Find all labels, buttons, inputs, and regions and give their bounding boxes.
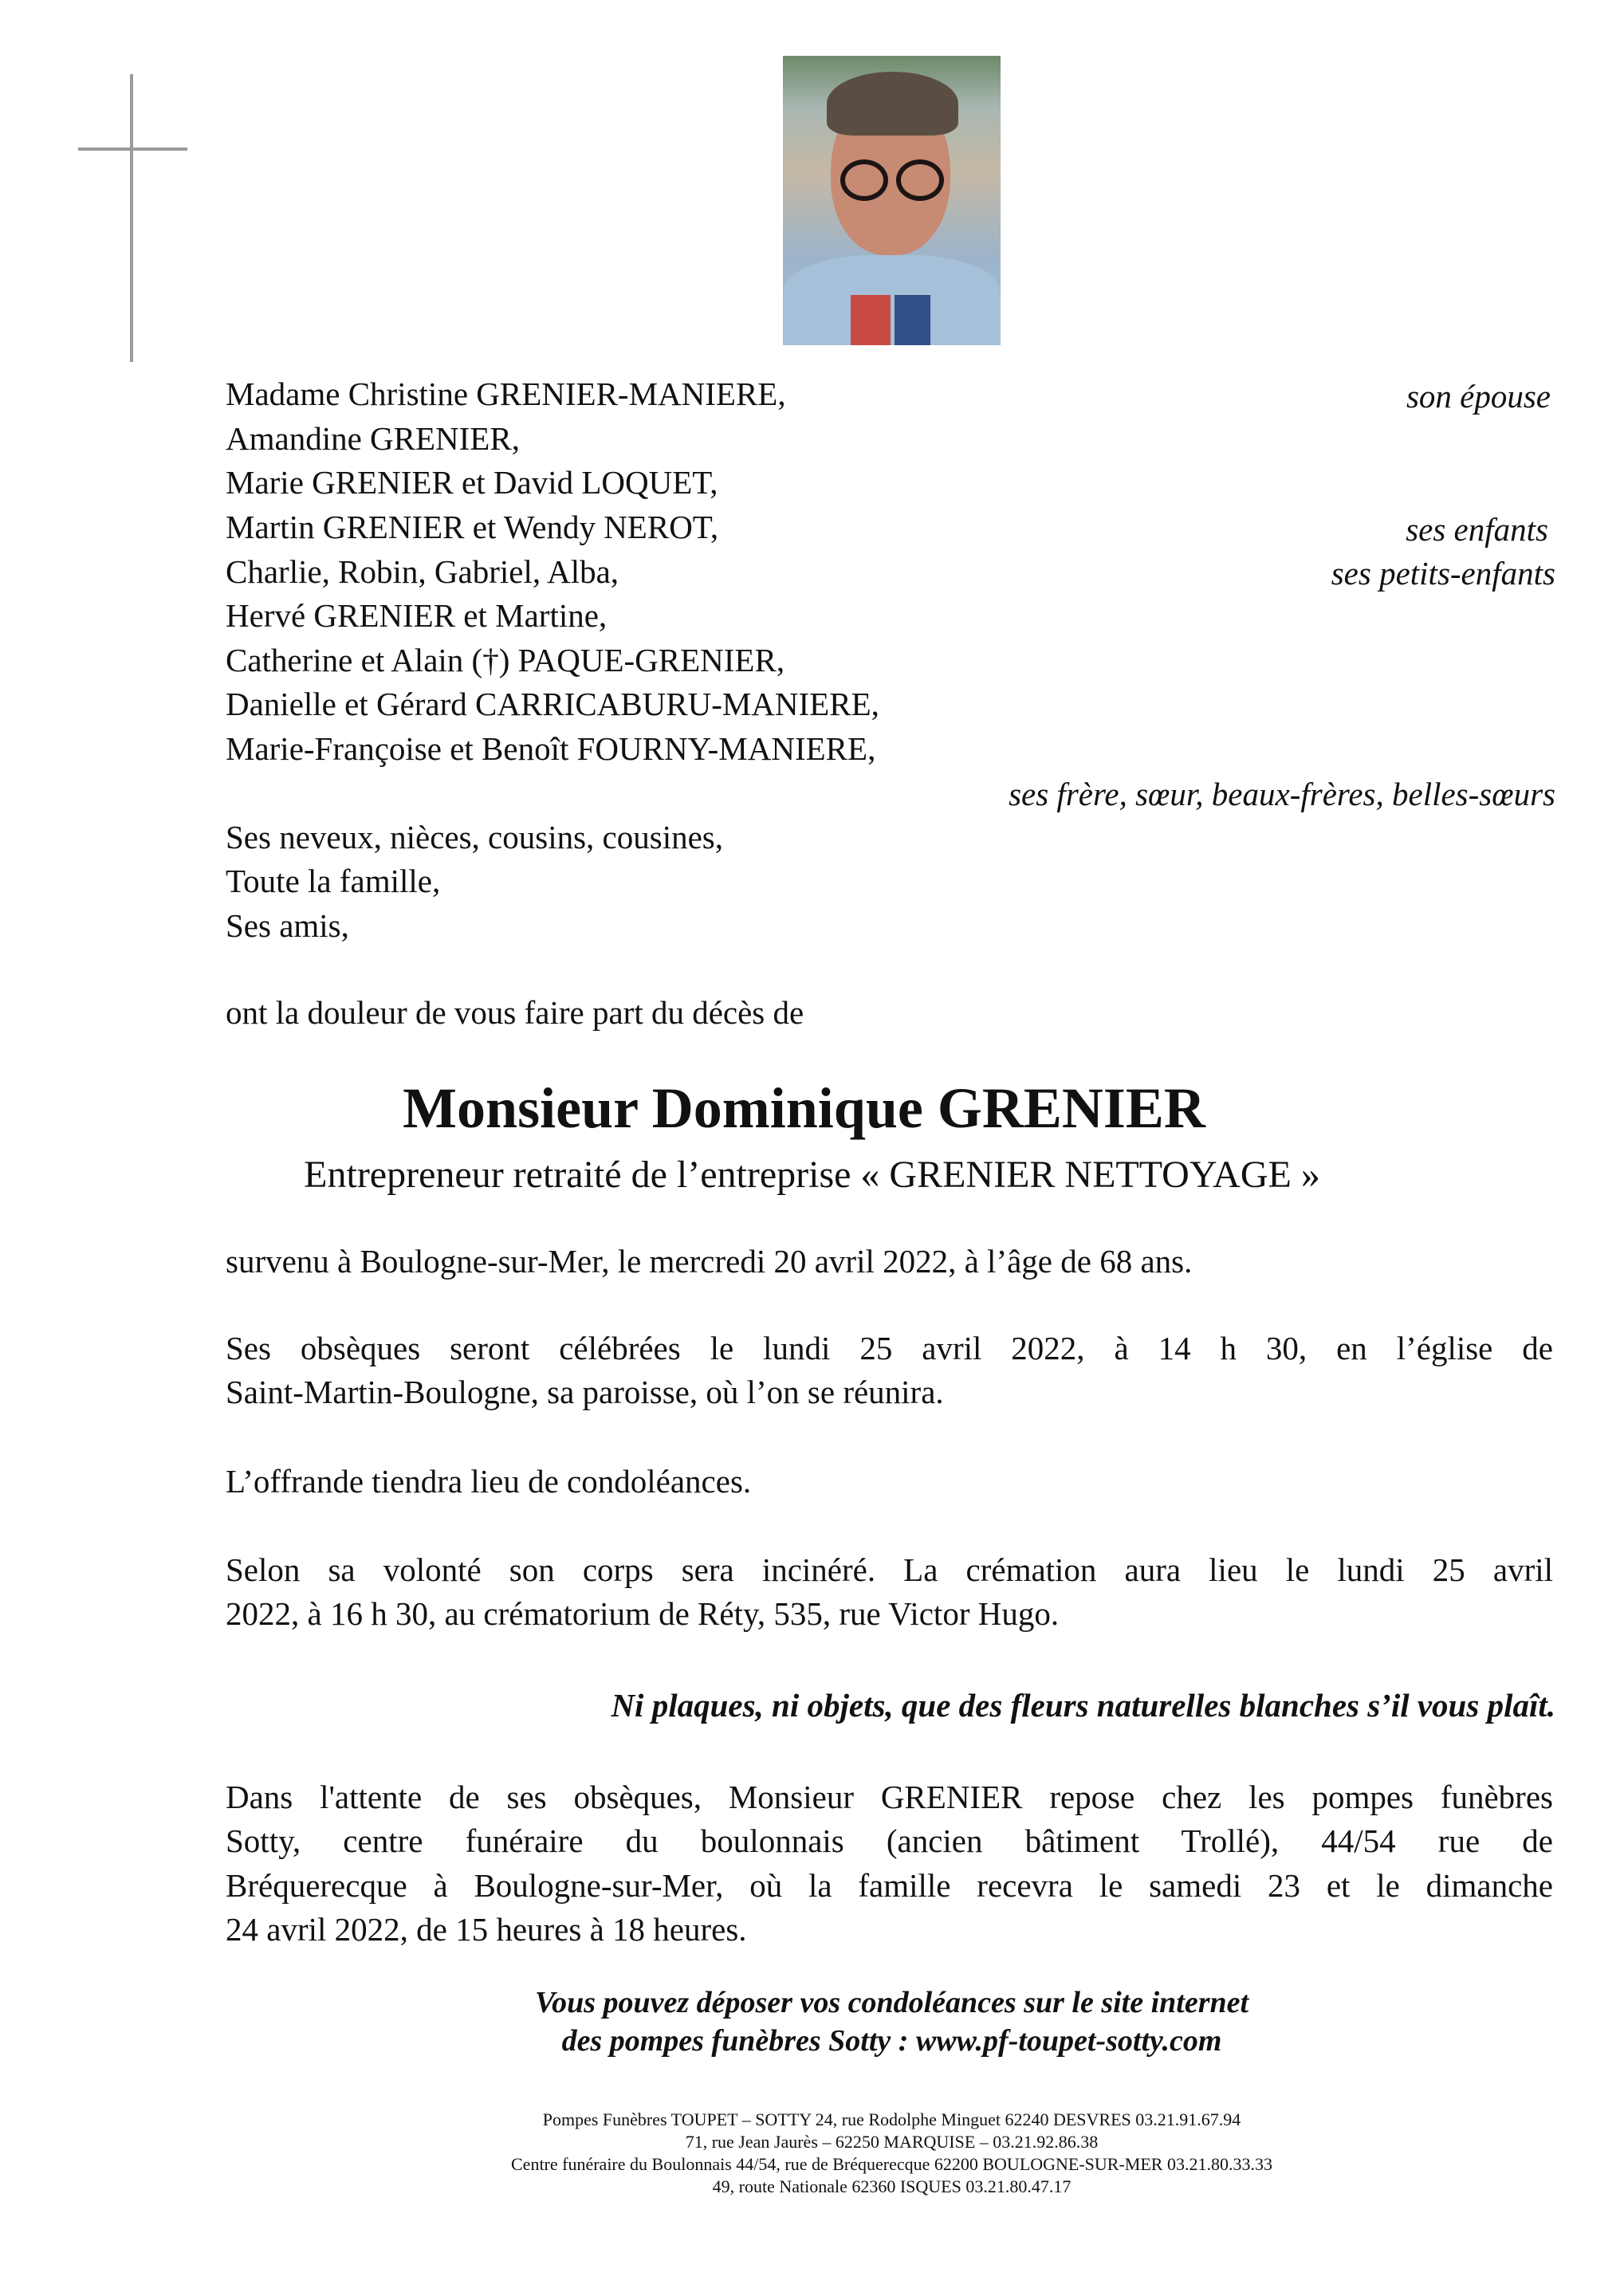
condolences-note: Vous pouvez déposer vos condoléances sur le site internet <box>534 1986 1249 2019</box>
family-member: Madame Christine GRENIER-MANIERE, <box>226 375 786 412</box>
condolences-website: des pompes funèbres Sotty : www.pf-toupet-sotty.com <box>561 2024 1222 2058</box>
flowers-request: Ni plaques, ni objets, que des fleurs naturelles blanches s’il vous plaît. <box>611 1687 1555 1724</box>
portrait-photo <box>783 56 1001 345</box>
deceased-title: Entrepreneur retraité de l’entreprise « GRENIER NETTOYAGE » <box>304 1154 1320 1196</box>
visitation-info: 24 avril 2022, de 15 heures à 18 heures. <box>226 1911 747 1948</box>
family-member: Charlie, Robin, Gabriel, Alba, <box>226 553 619 590</box>
footer-line: 71, rue Jean Jaurès – 62250 MARQUISE – 03.21.92.86.38 <box>685 2132 1099 2152</box>
footer-line: Centre funéraire du Boulonnais 44/54, rue de Bréquerecque 62200 BOULOGNE-SUR-MER 03.21.80.33.33 <box>511 2154 1272 2174</box>
cross-horizontal <box>78 147 187 151</box>
announcement: ont la douleur de vous faire part du décès de <box>226 994 804 1031</box>
family-member: Danielle et Gérard CARRICABURU-MANIERE, <box>226 686 879 722</box>
visitation-info: Bréquerecque à Boulogne-sur-Mer, où la famille recevra le samedi 23 et le dimanche <box>226 1867 1553 1904</box>
family-member: Hervé GRENIER et Martine, <box>226 597 608 634</box>
visitation-info: Dans l'attente de ses obsèques, Monsieur GRENIER repose chez les pompes funèbres <box>226 1779 1553 1815</box>
cremation-info: 2022, à 16 h 30, au crématorium de Réty, 535, rue Victor Hugo. <box>226 1595 1060 1632</box>
relatives-line: Toute la famille, <box>226 863 441 899</box>
offering-info: L’offrande tiendra lieu de condoléances. <box>226 1463 752 1500</box>
footer-line: Pompes Funèbres TOUPET – SOTTY 24, rue Rodolphe Minguet 62240 DESVRES 03.21.91.67.94 <box>542 2109 1241 2129</box>
family-member: Marie-Françoise et Benoît FOURNY-MANIERE, <box>226 730 876 767</box>
relation-label: ses petits-enfants <box>1331 555 1555 592</box>
relation-label: ses frère, sœur, beaux-frères, belles-sœurs <box>1009 776 1555 812</box>
visitation-info: Sotty, centre funéraire du boulonnais (ancien bâtiment Trollé), 44/54 rue de <box>226 1822 1553 1859</box>
deceased-name: Monsieur Dominique GRENIER <box>403 1076 1205 1140</box>
funeral-info: Ses obsèques seront célébrées le lundi 25 avril 2022, à 14 h 30, en l’église de <box>226 1330 1553 1366</box>
footer-line: 49, route Nationale 62360 ISQUES 03.21.80.47.17 <box>712 2176 1072 2196</box>
family-member: Catherine et Alain (†) PAQUE-GRENIER, <box>226 642 785 678</box>
relation-label: ses enfants <box>1406 511 1548 548</box>
cremation-info: Selon sa volonté son corps sera incinéré. La crémation aura lieu le lundi 25 avril <box>226 1551 1553 1588</box>
family-member: Amandine GRENIER, <box>226 420 520 457</box>
death-info: survenu à Boulogne-sur-Mer, le mercredi 20 avril 2022, à l’âge de 68 ans. <box>226 1243 1193 1280</box>
relatives-line: Ses amis, <box>226 907 349 944</box>
cross-vertical <box>130 74 133 362</box>
family-member: Martin GRENIER et Wendy NEROT, <box>226 509 719 545</box>
family-member: Marie GRENIER et David LOQUET, <box>226 464 718 501</box>
relation-label: son épouse <box>1406 378 1551 415</box>
relatives-line: Ses neveux, nièces, cousins, cousines, <box>226 819 723 855</box>
funeral-info: Saint-Martin-Boulogne, sa paroisse, où l’on se réunira. <box>226 1374 944 1410</box>
